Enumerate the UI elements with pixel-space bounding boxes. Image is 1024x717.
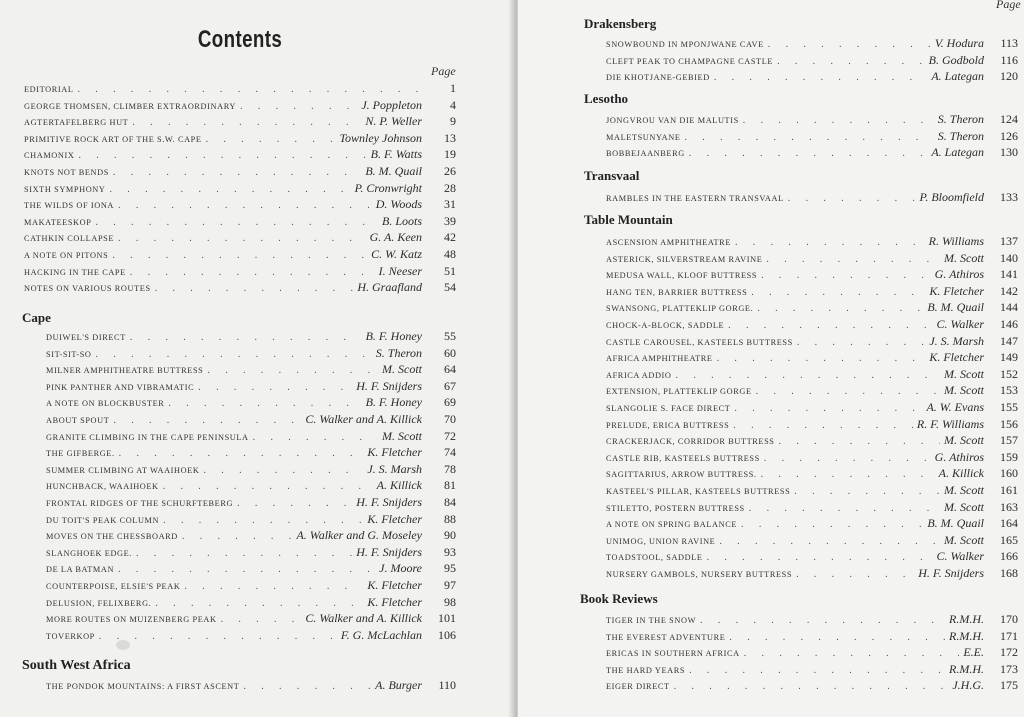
entry-page-number: 124 [1000,112,1018,126]
entry-author: K. Fletcher [367,445,422,460]
section-heading-south-west-africa: South West Africa [22,658,131,673]
toc-entry [606,35,1018,52]
entry-title: SNOWBOUND IN MPONJWANE CAVE [606,40,764,49]
entry-title: CHAMONIX [24,151,75,161]
toc-entry [46,610,456,627]
entry-author: J.H.G. [952,678,984,693]
entry-page-number: 78 [444,461,456,476]
entry-title: RAMBLES IN THE EASTERN TRANSVAAL [606,194,784,203]
entry-title: THE EVEREST ADVENTURE [606,632,726,642]
toc-entry [46,627,456,644]
entry-page-number: 170 [1000,612,1018,626]
entry-title: KNOTS NOT BENDS [24,167,109,177]
entry-page-number: 98 [444,594,456,609]
entry-author: S. Theron [937,128,984,143]
entry-page-number: 140 [1000,250,1018,265]
entry-author: M. Scott [944,499,984,514]
entry-author: M. Scott [382,428,422,443]
entry-page-number: 120 [1000,69,1018,84]
toc-cape-list [46,328,456,643]
toc-entry [46,577,456,594]
entry-author: R.M.H. [949,661,984,676]
toc-entry [46,527,456,544]
entry-page-number: 175 [1000,678,1018,693]
entry-page-number: 101 [438,611,456,626]
entry-page-number: 172 [1000,645,1018,660]
entry-title: A NOTE ON BLOCKBUSTER [46,399,165,409]
entry-author: J. Poppleton [361,97,422,112]
toc-entry [24,80,456,97]
entry-title: ERICAS IN SOUTHERN AFRICA [606,649,740,659]
entry-author: M. Scott [944,383,984,398]
entry-title: CASTLE RIB, KASTEELS BUTTRESS [606,453,760,463]
entry-page-number: 55 [444,329,456,343]
page-title: Contents [197,26,283,53]
entry-page-number: 31 [444,197,456,212]
entry-author: H. F. Snijders [356,544,422,559]
entry-page-number: 74 [444,445,456,460]
toc-entry [606,532,1018,549]
toc-table-mountain-list [606,233,1018,581]
entry-title: SIT-SIT-SO [46,349,92,359]
toc-entry [24,130,456,147]
entry-title: SWANSONG, PLATTEKLIP GORGE. [606,304,754,314]
entry-author: B. M. Quail [927,300,984,315]
toc-entry [46,494,456,511]
entry-page-number: 147 [1000,333,1018,348]
entry-title: AFRICA ADDIO [606,370,672,380]
toc-drakensberg-list [606,35,1018,85]
toc-transvaal-list [606,189,1018,206]
toc-entry [46,477,456,494]
entry-title: EXTENSION, PLATTEKLIP GORGE [606,387,752,397]
toc-entry [606,565,1018,582]
entry-page-number: 90 [444,528,456,543]
entry-page-number: 153 [1000,383,1018,398]
toc-entry [606,366,1018,383]
entry-title: DIE KHOTJANE-GEBIED [606,73,710,83]
entry-author: C. W. Katz [371,246,422,261]
dot-leader [689,146,928,163]
entry-title: CATHKIN COLLAPSE [24,234,115,244]
entry-page-number: 146 [1000,316,1018,331]
toc-entry [46,444,456,461]
toc-entry [606,283,1018,300]
entry-author: K. Fletcher [367,594,422,609]
toc-entry [606,299,1018,316]
entry-page-number: 28 [444,180,456,195]
entry-page-number: 142 [1000,283,1018,298]
entry-page-number: 1 [450,81,456,95]
entry-author: Townley Johnson [339,130,422,145]
toc-entry [606,189,1018,206]
paper-stain [116,640,130,650]
toc-entry [24,229,456,246]
entry-author: H. F. Snijders [356,494,422,509]
entry-author: N. P. Weller [365,114,422,129]
entry-page-number: 67 [444,378,456,393]
entry-author: A. Lategan [931,69,984,84]
entry-page-number: 171 [1000,628,1018,643]
toc-entry [606,465,1018,482]
entry-author: P. Bloomfield [919,190,984,204]
entry-page-number: 116 [1000,52,1018,67]
toc-entry [606,316,1018,333]
entry-author: I. Neeser [378,263,422,278]
entry-title: CLEFT PEAK TO CHAMPAGNE CASTLE [606,56,774,66]
toc-entry [46,677,456,694]
entry-title: AGTERTAFELBERG HUT [24,118,129,128]
toc-entry [24,263,456,280]
entry-page-number: 113 [1000,36,1018,50]
entry-author: A. Killick [376,478,422,493]
entry-title: SLANGOLIE S. FACE DIRECT [606,403,731,413]
entry-page-number: 173 [1000,661,1018,676]
entry-title: THE HARD YEARS [606,665,686,675]
toc-entry [606,266,1018,283]
entry-page-number: 166 [1000,549,1018,564]
entry-page-number: 161 [1000,482,1018,497]
entry-title: MORE ROUTES ON MUIZENBERG PEAK [46,615,217,625]
entry-page-number: 69 [444,395,456,410]
entry-title: DUIWEL'S DIRECT [46,333,126,342]
toc-entry [606,661,1018,678]
entry-page-number: 106 [438,627,456,642]
toc-entry [46,461,456,478]
entry-page-number: 152 [1000,366,1018,381]
entry-title: CHOCK-A-BLOCK, SADDLE [606,320,725,330]
toc-general-list [24,80,456,296]
entry-title: THE GIFBERGE. [46,449,115,459]
entry-author: R. Williams [928,234,984,248]
section-heading-drakensberg: Drakensberg [584,16,657,31]
entry-author: H. F. Snijders [356,378,422,393]
entry-author: A. Lategan [931,145,984,160]
entry-title: PINK PANTHER AND VIBRAMATIC [46,382,195,392]
entry-author: J. Moore [379,561,422,576]
toc-entry [606,515,1018,532]
entry-author: H. F. Snijders [918,565,984,580]
entry-page-number: 126 [1000,128,1018,143]
toc-entry [46,544,456,561]
entry-title: A NOTE ON PITONS [24,250,109,260]
entry-page-number: 88 [444,511,456,526]
toc-entry [46,560,456,577]
entry-author: A. Burger [375,678,422,692]
entry-title: CASTLE CAROUSEL, KASTEELS BUTTRESS [606,337,793,347]
entry-title: AFRICA AMPHITHEATRE [606,354,713,364]
entry-title: TOVERKOP [46,631,95,641]
toc-entry [606,250,1018,267]
entry-title: GRANITE CLIMBING IN THE CAPE PENINSULA [46,432,249,442]
entry-author: K. Fletcher [929,350,984,365]
entry-author: M. Scott [944,532,984,547]
entry-title: STILETTO, POSTERN BUTTRESS [606,503,745,513]
toc-entry [606,644,1018,661]
entry-page-number: 149 [1000,350,1018,365]
entry-author: R. F. Williams [916,416,984,431]
entry-author: C. Walker [936,549,984,564]
entry-page-number: 155 [1000,399,1018,414]
toc-entry [606,548,1018,565]
entry-author: B. F. Watts [370,147,422,162]
section-heading-cape: Cape [22,310,51,325]
dot-leader [796,567,914,584]
entry-author: M. Scott [944,250,984,265]
entry-page-number: 168 [1000,565,1018,580]
entry-title: DU TOIT'S PEAK COLUMN [46,515,160,525]
toc-entry [606,677,1018,694]
toc-entry [606,416,1018,433]
page-column-label: Page [431,64,456,78]
entry-author: B. M. Quail [365,163,422,178]
toc-entry [24,113,456,130]
entry-page-number: 165 [1000,532,1018,547]
entry-author: H. Graafland [357,280,422,295]
toc-book-reviews-list [606,611,1018,694]
entry-page-number: 110 [438,678,456,692]
entry-title: EIGER DIRECT [606,682,670,692]
toc-entry [606,52,1018,69]
entry-page-number: 130 [1000,145,1018,160]
entry-author: C. Walker and A. Killick [305,611,422,626]
entry-page-number: 72 [444,428,456,443]
entry-author: B. F. Honey [365,329,422,343]
entry-page-number: 133 [1000,190,1018,204]
entry-title: SAGITTARIUS, ARROW BUTTRESS. [606,470,757,480]
toc-swa-list [46,677,456,694]
entry-title: HACKING IN THE CAPE [24,267,126,277]
toc-entry [606,382,1018,399]
toc-entry [606,333,1018,350]
dot-leader [243,679,371,696]
entry-title: MALETSUNYANE [606,132,681,142]
entry-page-number: 54 [444,280,456,295]
entry-author: R.M.H. [949,612,984,626]
page-column-label: Page [996,0,1021,11]
entry-page-number: 4 [450,97,456,112]
entry-author: F. G. McLachlan [340,627,422,642]
entry-page-number: 93 [444,544,456,559]
toc-lesotho-list [606,111,1018,161]
toc-entry [24,180,456,197]
entry-title: MAKATEESKOP [24,217,92,227]
entry-author: B. F. Honey [365,395,422,410]
entry-title: PRELUDE, ERICA BUTTRESS [606,420,730,430]
entry-title: EDITORIAL [24,85,74,94]
entry-title: HANG TEN, BARRIER BUTTRESS [606,287,748,297]
entry-author: S. Theron [937,112,984,126]
toc-entry [606,628,1018,645]
entry-author: K. Fletcher [367,511,422,526]
entry-author: R.M.H. [949,628,984,643]
entry-title: UNIMOG, UNION RAVINE [606,536,716,546]
entry-title: ASCENSION AMPHITHEATRE [606,238,731,247]
entry-title: SUMMER CLIMBING AT WAAIHOEK [46,465,200,475]
entry-title: PRIMITIVE ROCK ART OF THE S.W. CAPE [24,134,202,144]
dot-leader [788,191,916,208]
entry-title: FRONTAL RIDGES OF THE SCHURFTEBERG [46,498,234,508]
entry-title: GEORGE THOMSEN, CLIMBER EXTRAORDINARY [24,101,236,111]
dot-leader [674,679,949,696]
entry-page-number: 70 [444,411,456,426]
entry-page-number: 157 [1000,433,1018,448]
entry-page-number: 26 [444,163,456,178]
entry-author: P. Cronwright [354,180,422,195]
entry-title: MOVES ON THE CHESSBOARD [46,532,178,542]
entry-author: D. Woods [375,197,422,212]
toc-entry [46,345,456,362]
entry-author: M. Scott [944,433,984,448]
toc-entry [46,411,456,428]
toc-entry [606,399,1018,416]
entry-page-number: 39 [444,213,456,228]
dot-leader [155,281,354,298]
entry-author: A. W. Evans [926,399,984,414]
entry-author: B. Loots [381,213,422,228]
entry-author: C. Walker and A. Killick [305,411,422,426]
toc-entry [606,499,1018,516]
entry-title: CRACKERJACK, CORRIDOR BUTTRESS [606,437,775,447]
toc-entry [24,163,456,180]
entry-author: G. Athiros [934,267,984,282]
right-page [518,0,1024,717]
entry-author: B. Godbold [928,52,984,67]
section-heading-transvaal: Transvaal [584,168,640,183]
entry-page-number: 156 [1000,416,1018,431]
toc-entry [606,144,1018,161]
toc-entry [46,594,456,611]
entry-title: BOBBEJAANBERG [606,149,685,159]
toc-entry [606,68,1018,85]
toc-entry [606,611,1018,628]
entry-author: A. Killick [938,466,984,481]
entry-author: B. M. Quail [927,516,984,531]
entry-title: NOTES ON VARIOUS ROUTES [24,284,151,294]
entry-title: NURSERY GAMBOLS, NURSERY BUTTRESS [606,569,793,579]
toc-entry [606,111,1018,128]
toc-entry [606,482,1018,499]
toc-entry [46,328,456,345]
entry-title: DELUSION, FELIXBERG. [46,598,152,608]
entry-title: MEDUSA WALL, KLOOF BUTTRESS [606,271,758,281]
section-heading-table-mountain: Table Mountain [584,212,673,227]
toc-entry [46,378,456,395]
entry-page-number: 95 [444,561,456,576]
toc-entry [24,146,456,163]
entry-title: SIXTH SYMPHONY [24,184,106,194]
entry-title: TIGER IN THE SNOW [606,616,697,625]
entry-page-number: 9 [450,114,456,129]
entry-page-number: 164 [1000,516,1018,531]
entry-page-number: 163 [1000,499,1018,514]
toc-entry [24,97,456,114]
entry-author: M. Scott [944,482,984,497]
entry-author: M. Scott [944,366,984,381]
toc-entry [46,394,456,411]
entry-page-number: 42 [444,230,456,245]
section-heading-book-reviews: Book Reviews [580,591,658,606]
entry-author: G. Athiros [934,449,984,464]
entry-page-number: 97 [444,577,456,592]
section-heading-lesotho: Lesotho [584,91,629,106]
entry-title: SLANGHOEK EDGE. [46,548,132,558]
entry-page-number: 13 [444,130,456,145]
toc-entry [24,246,456,263]
entry-page-number: 144 [1000,300,1018,315]
toc-entry [606,349,1018,366]
entry-author: C. Walker [936,316,984,331]
toc-entry [606,233,1018,250]
entry-page-number: 60 [444,345,456,360]
toc-entry [606,449,1018,466]
entry-page-number: 51 [444,263,456,278]
entry-page-number: 159 [1000,449,1018,464]
entry-title: HUNCHBACK, WAAIHOEK [46,482,159,492]
entry-author: E.E. [963,645,984,660]
entry-title: A NOTE ON SPRING BALANCE [606,520,738,530]
toc-entry [24,279,456,296]
entry-author: M. Scott [382,362,422,377]
entry-author: A. Walker and G. Moseley [296,528,422,543]
entry-page-number: 137 [1000,234,1018,248]
entry-title: ASTERICK, SILVERSTREAM RAVINE [606,254,763,264]
entry-page-number: 141 [1000,267,1018,282]
entry-title: TOADSTOOL, SADDLE [606,553,703,563]
entry-title: JONGVROU VAN DIE MALUTIS [606,116,739,125]
toc-entry [46,361,456,378]
entry-title: COUNTERPOISE, ELSIE'S PEAK [46,581,181,591]
entry-title: MILNER AMPHITHEATRE BUTTRESS [46,366,204,376]
toc-entry [46,511,456,528]
entry-title: ABOUT SPOUT [46,415,110,425]
toc-entry [606,128,1018,145]
entry-author: G. A. Keen [369,230,422,245]
entry-page-number: 84 [444,494,456,509]
entry-page-number: 19 [444,147,456,162]
toc-entry [24,196,456,213]
entry-author: J. S. Marsh [929,333,984,348]
entry-title: THE WILDS OF IONA [24,201,115,211]
toc-entry [46,428,456,445]
dot-leader [99,629,337,646]
entry-author: J. S. Marsh [367,461,422,476]
entry-page-number: 64 [444,362,456,377]
toc-entry [606,432,1018,449]
entry-page-number: 81 [444,478,456,493]
entry-author: S. Theron [375,345,422,360]
entry-page-number: 160 [1000,466,1018,481]
toc-entry [24,213,456,230]
entry-title: KASTEEL'S PILLAR, KASTEELS BUTTRESS [606,486,791,496]
dot-leader [714,70,928,87]
entry-page-number: 48 [444,246,456,261]
entry-title: DE LA BATMAN [46,565,115,575]
entry-author: V. Hodura [934,36,984,50]
entry-author: K. Fletcher [929,283,984,298]
entry-title: THE PONDOK MOUNTAINS: A FIRST ASCENT [46,682,240,691]
entry-author: K. Fletcher [367,577,422,592]
